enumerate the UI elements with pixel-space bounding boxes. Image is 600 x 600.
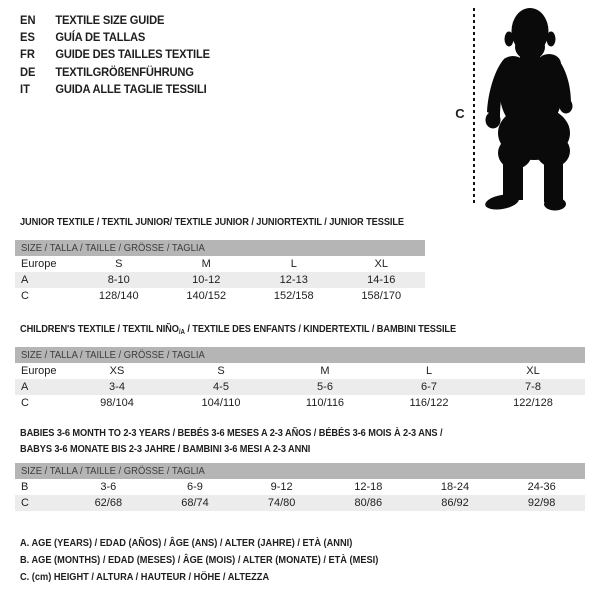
lang-title: TEXTILE SIZE GUIDE [55, 12, 165, 27]
table-cell: M [201, 258, 211, 270]
table-cell: 4-5 [213, 381, 229, 393]
table-cell: 86/92 [441, 497, 469, 509]
table-cell: 74/80 [267, 497, 296, 509]
table-cell: 7-8 [525, 381, 541, 393]
table-cell: 3-6 [100, 481, 117, 493]
babies-table-title [20, 426, 442, 457]
table-cell: S [115, 258, 123, 270]
table-cell: L [290, 258, 297, 270]
height-measure-label: C [455, 106, 465, 121]
table-cell: 104/110 [201, 397, 241, 409]
footnotes [20, 535, 427, 587]
children-table-title [20, 323, 456, 336]
table-cell: 80/86 [354, 497, 383, 509]
size-header-text: SIZE / TALLA / TAILLE / GRÖSSE / TAGLIA [21, 242, 205, 254]
lang-code: ES [20, 30, 35, 45]
table-row-europe [15, 363, 585, 379]
table-cell: 5-6 [317, 381, 333, 393]
table-row-age [15, 379, 585, 395]
lang-code: EN [20, 12, 36, 27]
table-cell: 140/152 [186, 290, 227, 302]
table-row-europe [15, 256, 425, 272]
size-header-text: SIZE / TALLA / TAILLE / GRÖSSE / TAGLIA [21, 465, 205, 477]
footnote-height-cm: C. (cm) HEIGHT / ALTURA / HAUTEUR / HÖHE / ALTEZZA [20, 571, 270, 584]
lang-row-fr [20, 46, 210, 63]
junior-size-table [15, 240, 425, 304]
lang-title: GUIDE DES TAILLES TEXTILE [55, 47, 210, 62]
table-cell: 3-4 [109, 381, 125, 393]
table-cell: L [425, 365, 433, 377]
children-title-pre: CHILDREN'S TEXTILE / TEXTIL NIÑO [20, 323, 179, 335]
table-cell: 110/116 [305, 397, 345, 409]
lang-title: TEXTILGRÖßENFÜHRUNG [55, 64, 194, 79]
lang-code: DE [20, 64, 36, 79]
table-cell: 128/140 [98, 290, 139, 302]
table-cell: 152/158 [273, 290, 314, 302]
table-row-months [15, 479, 585, 495]
row-label: C [21, 397, 29, 409]
size-header-bar [15, 463, 585, 479]
row-label: C [21, 497, 29, 509]
table-cell: 98/104 [100, 397, 134, 409]
row-label: C [21, 290, 29, 302]
table-row-height [15, 495, 585, 511]
row-label: Europe [21, 258, 57, 270]
table-row-height [15, 288, 425, 304]
footnote-age-months: B. AGE (MONTHS) / EDAD (MESES) / ÂGE (MOIS) / ALTER (MONATE) / ETÀ (MESI) [20, 554, 379, 567]
size-header-text: SIZE / TALLA / TAILLE / GRÖSSE / TAGLIA [21, 349, 205, 361]
table-cell: 24-36 [527, 481, 556, 493]
row-label: A [21, 381, 29, 393]
table-cell: 6-7 [421, 381, 437, 393]
lang-code: IT [20, 82, 30, 97]
language-title-block [20, 11, 224, 98]
lang-row-en [20, 11, 210, 28]
row-label: A [21, 274, 29, 286]
size-header-bar [15, 240, 425, 256]
lang-title: GUIDA ALLE TAGLIE TESSILI [55, 82, 207, 97]
babies-size-table [15, 463, 585, 511]
table-cell: S [217, 365, 225, 377]
junior-table-title: JUNIOR TEXTILE / TEXTIL JUNIOR/ TEXTILE JUNIOR / JUNIORTEXTIL / JUNIOR TESSILE [20, 216, 405, 228]
lang-title: GUÍA DE TALLAS [55, 30, 146, 45]
lang-row-es [20, 28, 210, 45]
table-cell: 92/98 [527, 497, 556, 509]
row-label: B [21, 481, 29, 493]
table-cell: 116/122 [409, 397, 449, 409]
table-row-height [15, 395, 585, 411]
table-cell: 9-12 [270, 481, 293, 493]
height-measure-dashed-line [473, 8, 475, 205]
table-cell: 14-16 [367, 274, 396, 286]
children-title-subscript: /A [178, 329, 185, 336]
table-cell: 6-9 [187, 481, 203, 493]
table-cell: XL [374, 258, 388, 270]
table-row-age [15, 272, 425, 288]
table-cell: 158/170 [361, 290, 402, 302]
babies-title-line2: BABYS 3-6 MONATE BIS 2-3 JAHRE / BAMBINI 3-6 MESI A 2-3 ANNI [20, 442, 311, 455]
table-cell: 8-10 [107, 274, 130, 286]
table-cell: 12-13 [279, 274, 308, 286]
table-cell: XS [109, 365, 125, 377]
table-cell: 18-24 [440, 481, 470, 493]
footnote-age-years: A. AGE (YEARS) / EDAD (AÑOS) / ÂGE (ANS) / ALTER (JAHRE) / ETÀ (ANNI) [20, 537, 353, 549]
table-cell: 62/68 [94, 497, 123, 509]
baby-silhouette [483, 6, 595, 212]
table-cell: XL [526, 365, 540, 377]
table-cell: 10-12 [192, 274, 221, 286]
row-label: Europe [21, 365, 57, 377]
table-cell: 68/74 [181, 497, 209, 509]
table-cell: 12-18 [354, 481, 383, 493]
size-header-bar [15, 347, 585, 363]
table-cell: M [320, 365, 330, 377]
lang-row-it [20, 81, 210, 98]
table-cell: 122/128 [513, 397, 553, 409]
lang-row-de [20, 63, 210, 80]
babies-title-line1: BABIES 3-6 MONTH TO 2-3 YEARS / BEBÉS 3-6 MESES A 2-3 AÑOS / BÉBÉS 3-6 MOIS À 2-3 ANS / [20, 427, 443, 439]
children-size-table [15, 347, 585, 411]
lang-code: FR [20, 47, 35, 62]
children-title-post: / TEXTILE DES ENFANTS / KINDERTEXTIL / BAMBINI TESSILE [184, 323, 457, 335]
